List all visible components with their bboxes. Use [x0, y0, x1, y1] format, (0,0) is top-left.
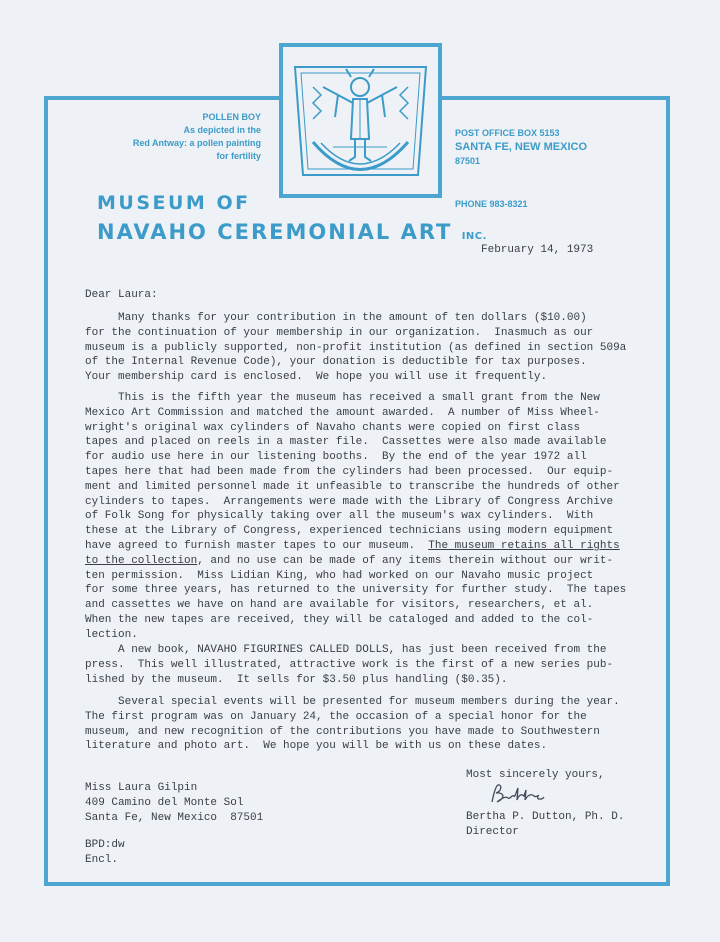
recipient-street: 409 Camino del Monte Sol: [85, 796, 244, 809]
text-line: of Folk Song for physically taking over all the museum's wax cylinders. With: [85, 510, 594, 523]
museum-address: [455, 127, 587, 168]
museum-name-line1: MUSEUM OF: [97, 192, 251, 214]
text-line: museum, and new recognition of the contributions you have made to Southwestern: [85, 725, 600, 738]
signer-name: Bertha P. Dutton, Ph. D.: [466, 811, 625, 823]
text-line: literature and photo art. We hope you will be with us on these dates.: [85, 740, 548, 753]
museum-name-line2: [97, 220, 487, 244]
underlined-rights-text: to the collection: [85, 554, 198, 567]
recipient-city: Santa Fe, New Mexico 87501: [85, 811, 264, 824]
closing: Most sincerely yours,: [466, 769, 605, 781]
text-line: lished by the museum. It sells for $3.50 plus handling ($0.35).: [85, 673, 508, 686]
text-line: Several special events will be presented for museum members during the year.: [85, 696, 620, 708]
handwritten-signature: [488, 782, 548, 808]
text-line: ten permission. Miss Lidian King, who had worked on our Navaho music project: [85, 569, 594, 582]
caption-line: for fertility: [216, 151, 261, 161]
text-line: for the continuation of your membership in our organization. Inasmuch as our: [85, 326, 594, 339]
text-line: these at the Library of Congress, experienced technicians using modern equipment: [85, 525, 614, 538]
paragraph-membership: [85, 311, 626, 385]
recipient-name: Miss Laura Gilpin: [85, 782, 198, 794]
text-line: of the Internal Revenue Code), your donation is deductible for tax purposes.: [85, 356, 587, 369]
text-line: for audio use here in our listening booths. By the end of the year 1972 all: [85, 451, 587, 464]
caption-line: Red Antway: a pollen painting: [132, 138, 261, 148]
po-box: POST OFFICE BOX 5153: [455, 128, 560, 138]
text-line: When the new tapes are received, they will be cataloged and added to the col-: [85, 613, 594, 626]
paragraph-events: [85, 695, 620, 754]
inc-label: INC.: [461, 231, 487, 242]
typist-initials: BPD:dw: [85, 839, 125, 851]
text-line: Your membership card is enclosed. We hope you will use it frequently.: [85, 371, 548, 384]
text-segment: have agreed to furnish master tapes to our museum.: [85, 539, 429, 552]
text-line: Many thanks for your contribution in the amount of ten dollars ($10.00): [85, 312, 587, 324]
text-line: museum is a publicly supported, non-profit institution (as defined in section 509a: [85, 341, 627, 354]
enclosure-note: Encl.: [85, 853, 119, 866]
pollen-boy-logo: [279, 43, 442, 198]
signer-title: Director: [466, 825, 519, 838]
text-line: ment and limited personnel made it unfeasible to transcribe the hundreds of other: [85, 480, 620, 493]
salutation: Dear Laura:: [85, 289, 158, 301]
paragraph-new-book: [85, 643, 613, 687]
text-line: The first program was on January 24, the occasion of a special honor for the: [85, 710, 587, 723]
text-line: [85, 539, 626, 554]
text-line: for some three years, has returned to the university for further study. The tapes: [85, 584, 627, 597]
text-line: A new book, NAVAHO FIGURINES CALLED DOLLS, has just been received from the: [85, 644, 607, 656]
text-line: tapes here that had been made from the cylinders had been processed. Our equip-: [85, 465, 614, 478]
letter-date: February 14, 1973: [481, 244, 594, 256]
text-line: wright's original wax cylinders of Navaho chants were copied on first class: [85, 421, 581, 434]
text-line: press. This well illustrated, attractive work is the first of a new series pub-: [85, 658, 614, 671]
caption-line: As depicted in the: [183, 125, 261, 135]
signer-block: [466, 810, 624, 840]
text-line: [85, 554, 626, 569]
text-line: cylinders to tapes. Arrangements were made with the Library of Congress Archive: [85, 495, 614, 508]
recipient-address: [85, 781, 263, 825]
zip-code: 87501: [455, 156, 481, 166]
text-line: tapes and placed on reels in a master file. Cassettes were also made available: [85, 436, 607, 449]
pollen-boy-caption: [81, 111, 261, 163]
text-line: and cassettes we have on hand are available for visitors, researchers, et al.: [85, 599, 594, 612]
text-line: Mexico Art Commission and matched the amount awarded. A number of Miss Wheel-: [85, 406, 600, 419]
caption-line: POLLEN BOY: [202, 112, 261, 122]
museum-name-text: NAVAHO CEREMONIAL ART: [97, 220, 453, 244]
paragraph-grant: [85, 391, 626, 643]
phone-number: PHONE 983-8321: [455, 199, 528, 209]
text-segment: , and no use can be made of any items therein without our writ-: [197, 554, 614, 567]
text-line: This is the fifth year the museum has received a small grant from the New: [85, 392, 600, 404]
underlined-rights-text: The museum retains all rights: [428, 539, 620, 552]
reference-initials: [85, 838, 125, 868]
city-state: SANTA FE, NEW MEXICO: [455, 141, 587, 153]
pollen-boy-drawing: [283, 47, 438, 194]
text-line: lection.: [85, 628, 138, 641]
